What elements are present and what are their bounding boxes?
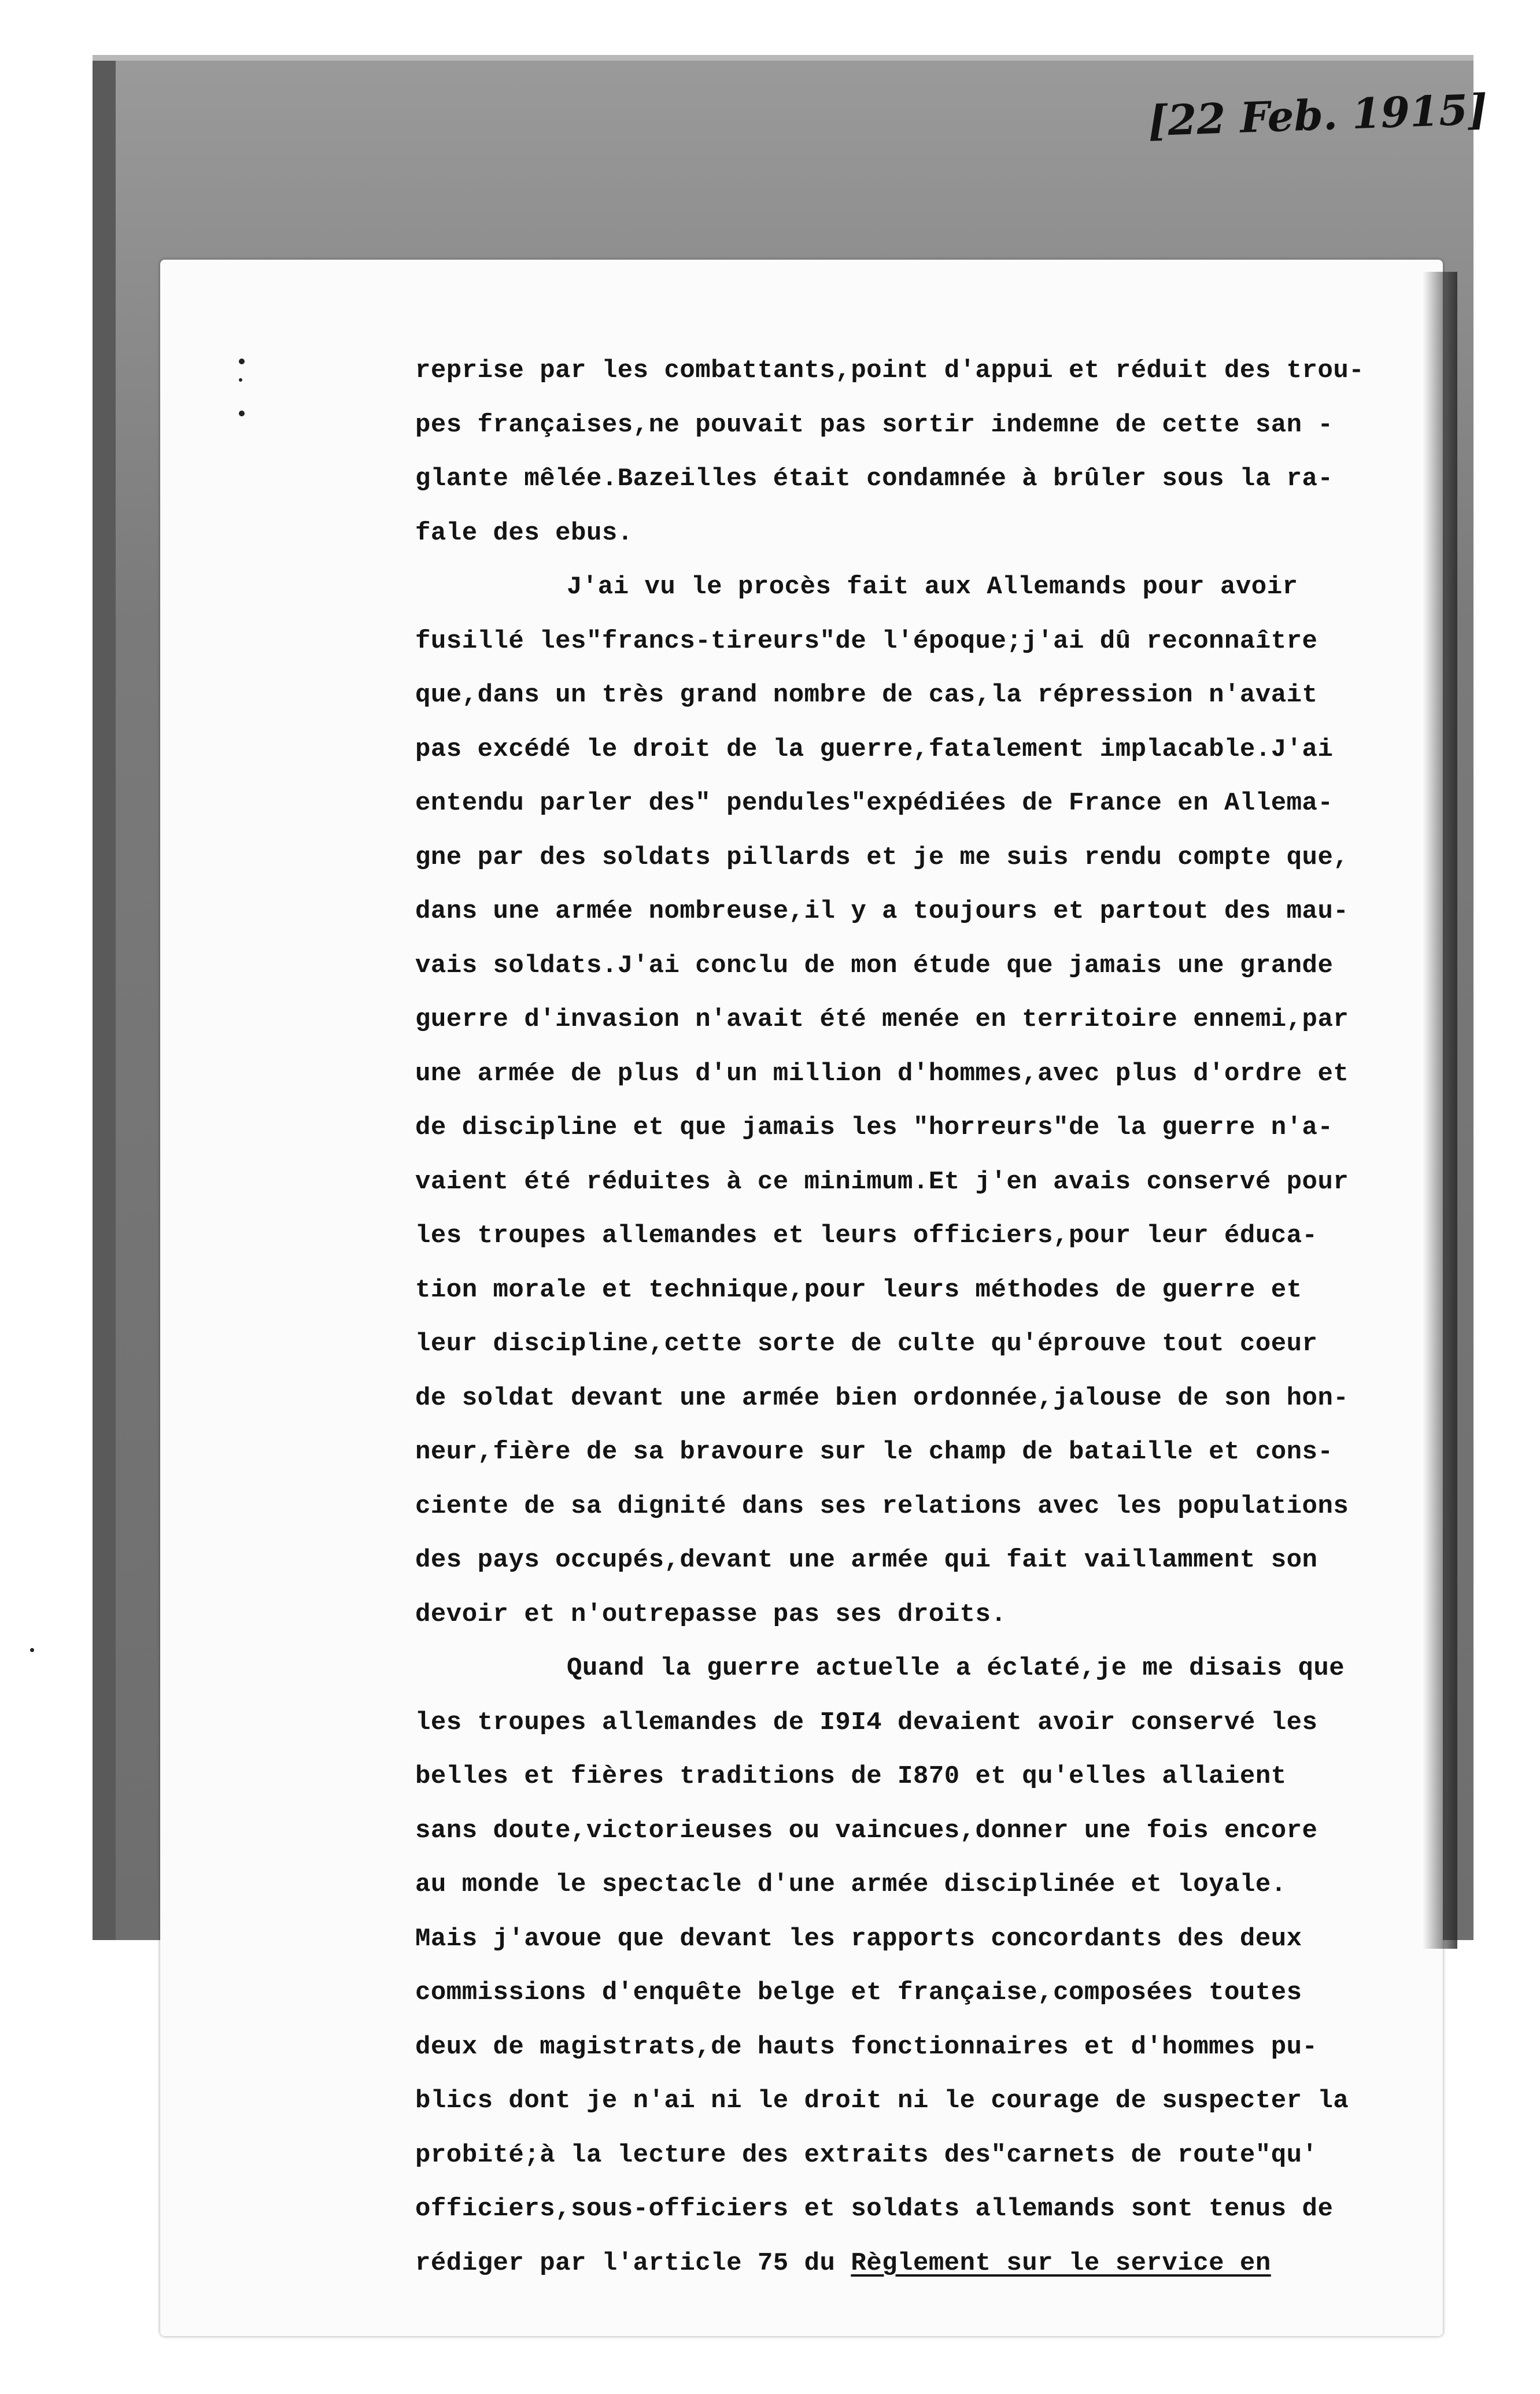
- text-line: [415, 885, 1433, 939]
- line-text: fale des ebus.: [415, 518, 633, 548]
- text-line: [415, 615, 1433, 669]
- text-line: [415, 777, 1433, 831]
- line-text: neur,fière de sa bravoure sur le champ de bataille et cons-: [415, 1438, 1334, 1466]
- line-text: dans une armée nombreuse,il y a toujours et partout des mau-: [415, 897, 1349, 926]
- line-text: pas excédé le droit de la guerre,fatalement implacable.J'ai: [415, 734, 1334, 764]
- line-text: pes françaises,ne pouvait pas sortir indemne de cette san -: [415, 410, 1334, 439]
- line-text: probité;à la lecture des extraits des"carnets de route"qu': [415, 2140, 1318, 2170]
- margin-mark: [239, 359, 245, 364]
- document-body: [415, 344, 1433, 2290]
- line-text: des pays occupés,devant une armée qui fait vaillamment son: [415, 1546, 1318, 1575]
- line-text: deux de magistrats,de hauts fonctionnaires et d'hommes pu-: [415, 2032, 1318, 2062]
- text-line: [415, 1534, 1433, 1588]
- text-line: [415, 1047, 1433, 1102]
- line-text: de soldat devant une armée bien ordonnée,jalouse de son hon-: [415, 1383, 1349, 1413]
- text-line: [415, 993, 1433, 1047]
- text-line: [415, 560, 1433, 615]
- text-line: [415, 1588, 1433, 1642]
- text-line: [415, 1858, 1433, 1912]
- line-text: reprise par les combattants,point d'appui et réduit des trou-: [415, 356, 1365, 385]
- text-line: [415, 1425, 1433, 1480]
- line-text: gne par des soldats pillards et je me suis rendu compte que,: [415, 843, 1349, 872]
- line-text: rédiger par l'article 75 du: [415, 2248, 851, 2278]
- line-text: les troupes allemandes et leurs officiers,pour leur éduca-: [415, 1221, 1318, 1250]
- text-line: [415, 723, 1433, 777]
- text-line: [415, 452, 1433, 507]
- line-text: vais soldats.J'ai conclu de mon étude que jamais une grande: [415, 951, 1334, 980]
- margin-mark: [239, 378, 242, 382]
- underlined-title: Règlement sur le service en: [851, 2248, 1271, 2278]
- text-line: [415, 1912, 1433, 1967]
- text-line: [415, 1317, 1433, 1372]
- text-line: [415, 1966, 1433, 2020]
- text-line: [415, 1480, 1433, 1534]
- text-line: [415, 2074, 1433, 2129]
- text-line: [415, 1750, 1433, 1804]
- line-text: guerre d'invasion n'avait été menée en territoire ennemi,par: [415, 1005, 1349, 1034]
- line-text: au monde le spectacle d'une armée disciplinée et loyale.: [415, 1870, 1287, 1899]
- line-text: une armée de plus d'un million d'hommes,avec plus d'ordre et: [415, 1059, 1349, 1088]
- text-line: [415, 344, 1433, 398]
- line-text: devoir et n'outrepasse pas ses droits.: [415, 1599, 1007, 1629]
- text-line: [415, 1264, 1433, 1318]
- line-text: de discipline et que jamais les "horreurs"de la guerre n'a-: [415, 1113, 1334, 1142]
- text-line: [415, 2020, 1433, 2075]
- line-text: sans doute,victorieuses ou vaincues,donner une fois encore: [415, 1816, 1318, 1845]
- text-line: [415, 1101, 1433, 1155]
- text-line: [415, 2237, 1433, 2291]
- line-text: les troupes allemandes de I9I4 devaient avoir conservé les: [415, 1708, 1318, 1737]
- line-text: que,dans un très grand nombre de cas,la répression n'avait: [415, 681, 1318, 710]
- margin-mark: [239, 411, 245, 416]
- line-text: commissions d'enquête belge et française,composées toutes: [415, 1978, 1302, 2007]
- text-line: [415, 939, 1433, 993]
- line-text: glante mêlée.Bazeilles était condamnée à brûler sous la ra-: [415, 464, 1334, 493]
- text-line: [415, 1642, 1433, 1696]
- text-line: [415, 1696, 1433, 1750]
- text-line: [415, 1209, 1433, 1264]
- line-text: officiers,sous-officiers et soldats allemands sont tenus de: [415, 2194, 1334, 2223]
- text-line: [415, 668, 1433, 723]
- line-text: Mais j'avoue que devant les rapports concordants des deux: [415, 1924, 1302, 1953]
- line-text: fusillé les"francs-tireurs"de l'époque;j'ai dû reconnaître: [415, 626, 1318, 656]
- line-text: entendu parler des" pendules"expédiées de France en Allema-: [415, 789, 1334, 818]
- stray-mark: [30, 1648, 34, 1652]
- folder-left-edge: [93, 61, 116, 1940]
- text-line: [415, 1372, 1433, 1426]
- handwritten-date-annotation: [22 Feb. 1915]: [1147, 84, 1489, 146]
- text-line: [415, 1155, 1433, 1210]
- line-text: ciente de sa dignité dans ses relations avec les populations: [415, 1491, 1349, 1521]
- text-line: [415, 507, 1433, 561]
- line-text: leur discipline,cette sorte de culte qu'éprouve tout coeur: [415, 1329, 1318, 1358]
- line-text: Quand la guerre actuelle a éclaté,je me disais que: [567, 1654, 1345, 1683]
- text-line: [415, 1804, 1433, 1859]
- line-text: blics dont je n'ai ni le droit ni le courage de suspecter la: [415, 2086, 1349, 2115]
- line-text: tion morale et technique,pour leurs méthodes de guerre et: [415, 1275, 1302, 1305]
- text-line: [415, 831, 1433, 885]
- text-line: [415, 2129, 1433, 2183]
- line-text: J'ai vu le procès fait aux Allemands pour avoir: [567, 572, 1298, 601]
- line-text: belles et fières traditions de I870 et qu'elles allaient: [415, 1762, 1287, 1791]
- text-line: [415, 2182, 1433, 2237]
- line-text: vaient été réduites à ce minimum.Et j'en avais conservé pour: [415, 1167, 1349, 1196]
- text-line: [415, 398, 1433, 453]
